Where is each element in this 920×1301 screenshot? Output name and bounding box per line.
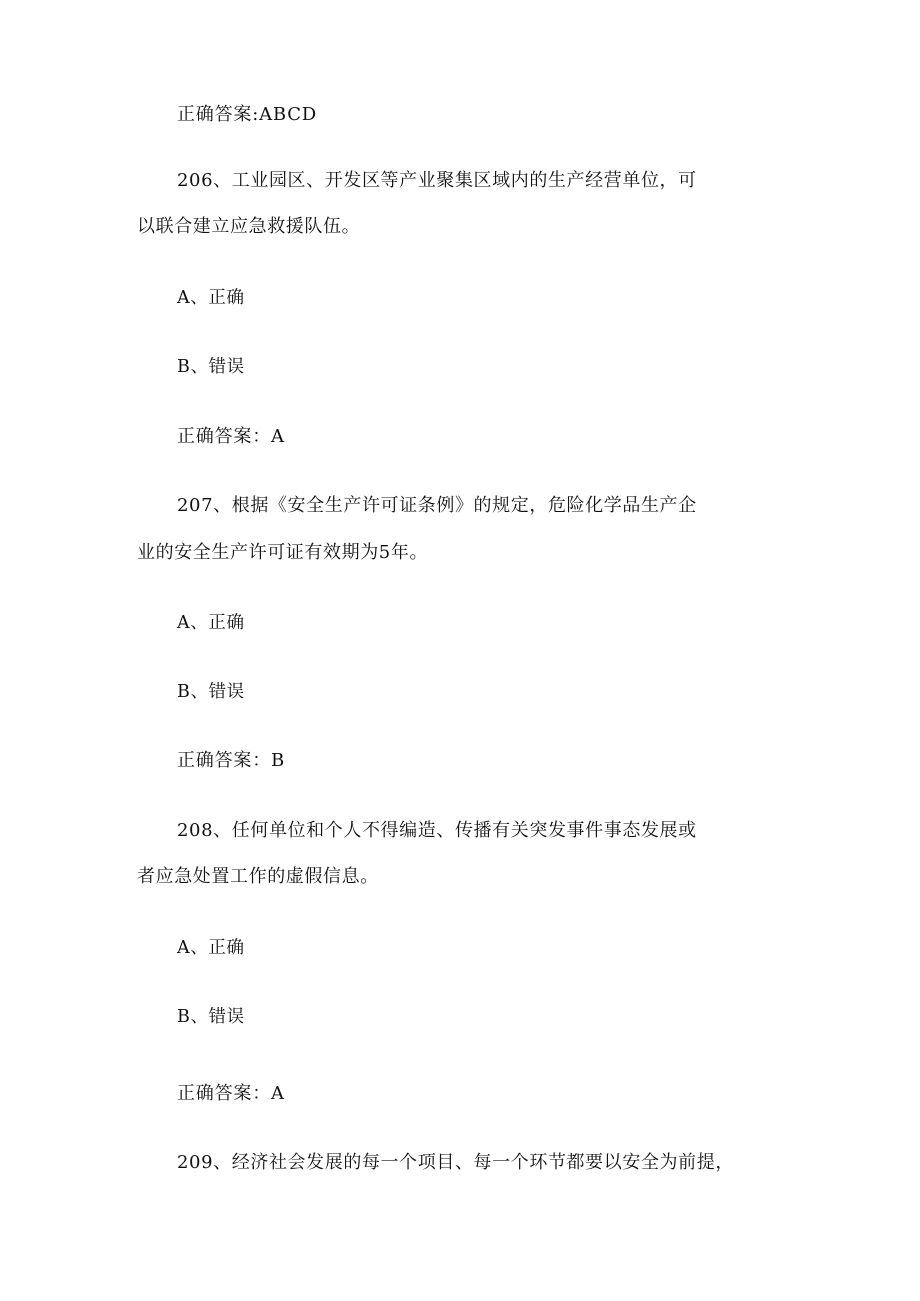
question-206-line-1: 206、工业园区、开发区等产业聚集区域内的生产经营单位，可: [177, 170, 697, 191]
question-206-option-b: B、错误: [177, 357, 245, 377]
question-206-option-a: A、正确: [177, 288, 245, 308]
question-208-answer: 正确答案：A: [177, 1083, 285, 1104]
question-208-line-1: 208、任何单位和个人不得编造、传播有关突发事件事态发展或: [177, 820, 697, 841]
question-207-option-b: B、错误: [177, 682, 245, 702]
question-208-option-b: B、错误: [177, 1007, 245, 1027]
question-208-line-2: 者应急处置工作的虚假信息。: [137, 866, 379, 887]
question-206-line-2: 以联合建立应急救援队伍。: [137, 216, 361, 237]
question-208-option-a: A、正确: [177, 938, 245, 958]
question-207-answer: 正确答案：B: [177, 750, 286, 771]
question-207-line-1: 207、根据《安全生产许可证条例》的规定，危险化学品生产企: [177, 495, 697, 516]
question-206-answer: 正确答案：A: [177, 426, 285, 447]
question-207-line-2: 业的安全生产许可证有效期为5年。: [137, 542, 429, 563]
question-209-line-1: 209、经济社会发展的每一个项目、每一个环节都要以安全为前提，: [177, 1152, 734, 1173]
question-207-option-a: A、正确: [177, 613, 245, 633]
answer-line-205: 正确答案:ABCD: [177, 104, 318, 125]
